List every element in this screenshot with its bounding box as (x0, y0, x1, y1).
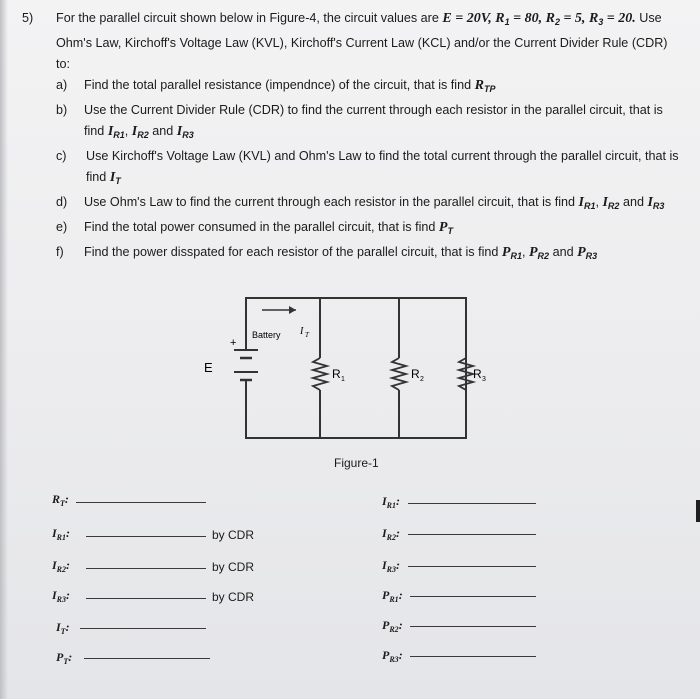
answer-pr1: $P_{R1}$: (382, 588, 403, 604)
figure-caption: Figure-1 (334, 456, 379, 470)
answer-it: $I_T$: (56, 620, 70, 636)
question-intro: For the parallel circuit shown below in Figure-4, the circuit values are E = 20V, $R_1 = 80$, $R_2 = 5$, $R_3 = 20$. Use Ohm's Law, Kirchoff's Voltage Law (KVL), Kirchoff's Current Law (KCL) and/or the Current Divider Rule (CDR) to: (56, 11, 668, 71)
answer-ir1: $I_{R1}$: (382, 494, 401, 510)
answer-pr2: $P_{R2}$: (382, 618, 403, 634)
question-parts (56, 75, 682, 267)
answer-pr1-blank[interactable] (410, 596, 536, 597)
r3-value: = 20. (603, 11, 636, 26)
answer-rt: $R_T$: (52, 492, 69, 508)
answer-section (0, 488, 700, 688)
by-cdr-note-3: by CDR (212, 590, 255, 604)
r2-label: R (411, 367, 420, 381)
battery-symbol (232, 298, 260, 438)
current-arrow (262, 306, 296, 314)
answer-ir2-blank[interactable] (408, 534, 536, 535)
answer-ir2: $I_{R2}$: (382, 526, 401, 542)
part-a: a) Find the total parallel resistance (impendnce) of the circuit, that is find $R_{TP}$ (56, 78, 496, 94)
answer-ir1-cdr: $I_{R1}$: (52, 526, 71, 542)
answer-ir3-cdr: $I_{R3}$: (52, 588, 71, 604)
circuit-wire-loop (246, 298, 466, 438)
e-value: E = 20V, (442, 11, 492, 26)
question-number: 5) (22, 11, 34, 25)
answer-ir3-blank[interactable] (408, 566, 536, 567)
answer-pr3: $P_{R3}$: (382, 648, 403, 664)
current-label: I (300, 326, 304, 337)
answer-pr2-blank[interactable] (410, 626, 536, 627)
r2-resistor-icon (392, 358, 406, 390)
r1-label: R (332, 367, 341, 381)
answer-ir3-cdr-blank[interactable] (86, 598, 206, 599)
r3-label-sub: 3 (482, 376, 486, 383)
answer-ir1-cdr-blank[interactable] (86, 536, 206, 537)
answer-ir2-cdr: $I_{R2}$: (52, 558, 71, 574)
answer-ir3: $I_{R3}$: (382, 558, 401, 574)
current-sub: T (305, 331, 309, 339)
answer-rt-blank[interactable] (76, 502, 206, 503)
r1-resistor-icon (313, 358, 327, 390)
answer-pt-blank[interactable] (84, 658, 210, 659)
r3-label: R (473, 367, 482, 381)
answer-it-blank[interactable] (80, 628, 206, 629)
r2-value: = 5, (559, 11, 586, 26)
question-5 (22, 8, 682, 267)
answer-pt: $P_T$: (56, 650, 73, 666)
part-c: c) Use Kirchoff's Voltage Law (KVL) and Ohm's Law to find the total current through the parallel circuit, that is find $I_T$ (56, 149, 679, 186)
part-e: e) Find the total power consumed in the parallel circuit, that is find $P_T$ (56, 220, 453, 236)
answer-ir1-blank[interactable] (408, 503, 536, 504)
source-label: E (204, 360, 213, 375)
plus-sign: + (230, 337, 237, 349)
r2-label-sub: 2 (420, 376, 424, 383)
part-f: f) Find the power disspated for each resistor of the parallel circuit, that is find $P_{R1}$, $P_{R2}$ and $P_{R3}$ (56, 245, 598, 261)
answer-ir2-cdr-blank[interactable] (86, 568, 206, 569)
r1-label-sub: 1 (341, 376, 345, 383)
by-cdr-note-1: by CDR (212, 528, 255, 542)
battery-label: Battery (252, 330, 281, 340)
by-cdr-note-2: by CDR (212, 560, 255, 574)
part-d: d) Use Ohm's Law to find the current through each resistor in the parallel circuit, that is find $I_{R1}$, $I_{R2}$ and $I_{R3}$ (56, 195, 665, 211)
r1-value: = 80, (509, 11, 543, 26)
answer-pr3-blank[interactable] (410, 656, 536, 657)
part-b: b) Use the Current Divider Rule (CDR) to find the current through each resistor in the parallel circuit, that is find $I_{R1}$, $I_{R2}$ and $I_{R3}$ (56, 103, 663, 140)
parallel-circuit-diagram (196, 290, 486, 450)
